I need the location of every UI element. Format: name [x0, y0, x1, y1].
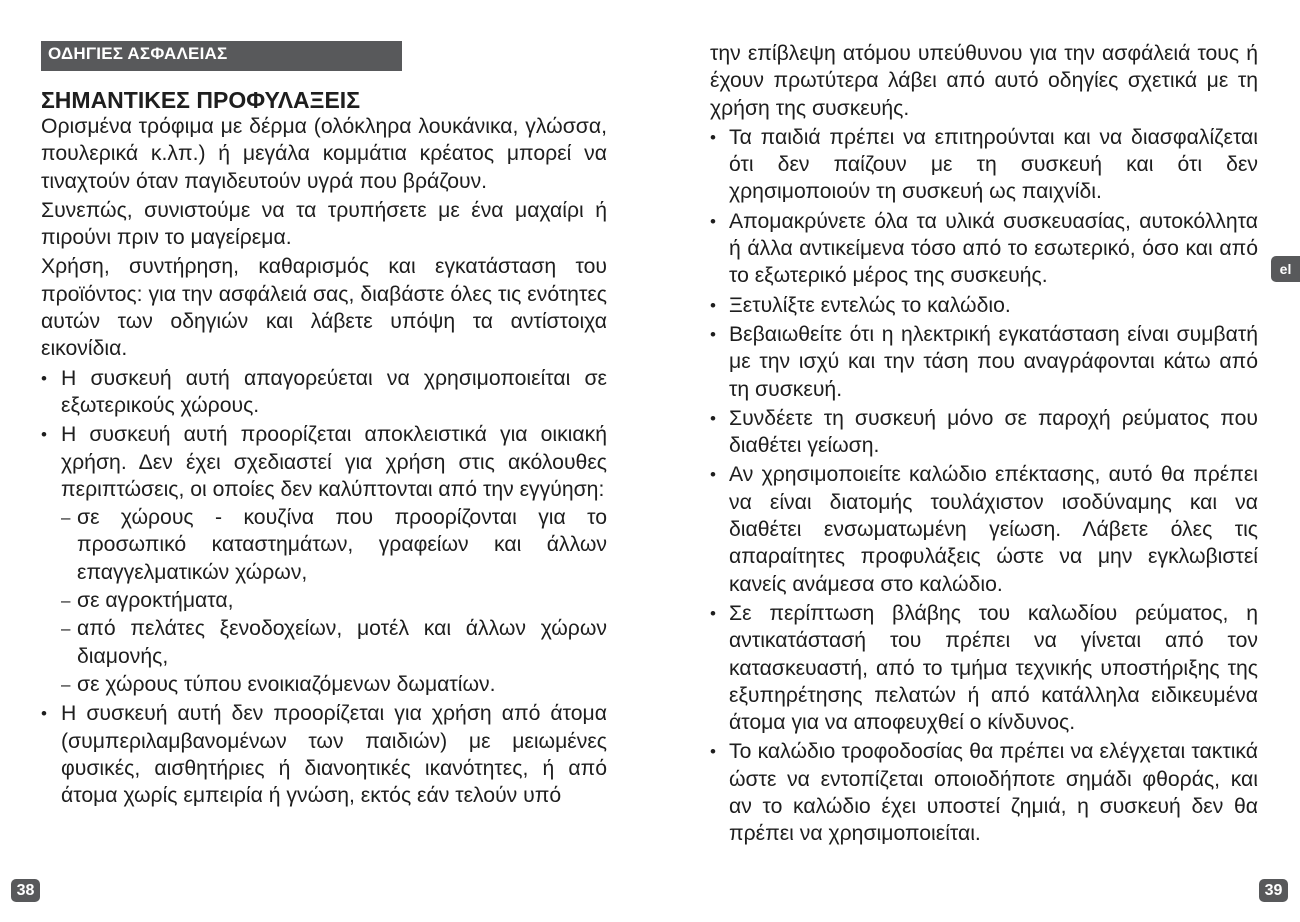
bullet-item: • Η συσκευή αυτή απαγορεύεται να χρησιμοποιείται σε εξωτερικούς χώρους.: [41, 365, 607, 420]
bullet-item: • Απομακρύνετε όλα τα υλικά συσκευασίας, αυτοκόλλητα ή άλλα αντικείμενα τόσο από το εσωτερικό, όσο και από το εξωτερικό μέρος της συσκευής.: [710, 208, 1258, 290]
bullet-item: • Αν χρησιμοποιείτε καλώδιο επέκτασης, αυτό θα πρέπει να είναι διατομής τουλάχιστον ισοδύναμης και να διαθέτει ενσωματωμένη γείωση. Λάβετε όλες τις απαραίτητες προφυλάξεις ώστε να μην εγκλωβιστεί κανείς ανάμεσα στο καλώδιο.: [710, 461, 1258, 597]
bullet-item: • Ξετυλίξτε εντελώς το καλώδιο.: [710, 292, 1258, 319]
page-number-right: 39: [1259, 879, 1288, 902]
bullet-item: • Σε περίπτωση βλάβης του καλωδίου ρεύματος, η αντικατάστασή του πρέπει να γίνεται από τον κατασκευαστή, από το τμήμα τεχνικής υποστήριξης της εξυπηρέτησης πελατών ή από κατάλληλα ειδικευμένα άτομα για να αποφευχθεί ο κίνδυνος.: [710, 600, 1258, 736]
bullet-item: [41, 421, 607, 698]
paragraph: Χρήση, συντήρηση, καθαρισμός και εγκατάσταση του προϊόντος: για την ασφάλειά σας, διαβάστε όλες τις ενότητες αυτών των οδηγιών και λάβετε υπόψη τα αντίστοιχα εικονίδια.: [41, 255, 607, 361]
left-column: [41, 113, 607, 809]
bullet-item: • Συνδέετε τη συσκευή μόνο σε παροχή ρεύματος που διαθέτει γείωση.: [710, 405, 1258, 460]
dash-item: – σε χώρους τύπου ενοικιαζόμενων δωματίων.: [61, 671, 607, 698]
bullet-item: • Η συσκευή αυτή δεν προορίζεται για χρήση από άτομα (συμπεριλαμβανομένων των παιδιών) με μειωμένες φυσικές, αισθητήριες ή διανοητικές ικανότητες, ή από άτομα χωρίς εμπειρία ή γνώση, εκτός εάν τελούν υπό: [41, 700, 607, 809]
dash-item: – από πελάτες ξενοδοχείων, μοτέλ και άλλων χώρων διαμονής,: [61, 615, 607, 670]
page-heading: ΣΗΜΑΝΤΙΚΕΣ ΠΡΟΦΥΛΑΞΕΙΣ: [41, 87, 360, 113]
dash-item: – σε χώρους - κουζίνα που προορίζονται για το προσωπικό καταστημάτων, γραφείων και άλλων επαγγελματικών χώρων,: [61, 504, 607, 586]
section-title: ΟΔΗΓΙΕΣ ΑΣΦΑΛΕΙΑΣ: [41, 41, 402, 71]
dash-list: [61, 504, 607, 698]
bullet-item: • Τα παιδιά πρέπει να επιτηρούνται και να διασφαλίζεται ότι δεν παίζουν με τη συσκευή και ότι δεν χρησιμοποιούν τη συσκευή ως παιχνίδι.: [710, 124, 1258, 206]
paragraph: Ορισμένα τρόφιμα με δέρμα (ολόκληρα λουκάνικα, γλώσσα, πουλερικά κ.λπ.) ή μεγάλα κομμάτια κρέατος μπορεί να τιναχτούν όταν παγιδευτούν υγρά που βράζουν.: [41, 115, 607, 193]
bullet-item: • Το καλώδιο τροφοδοσίας θα πρέπει να ελέγχεται τακτικά ώστε να εντοπίζεται οποιοδήποτε σημάδι φθοράς, και αν το καλώδιο έχει υποστεί ζημιά, η συσκευή δεν θα πρέπει να χρησιμοποιείται.: [710, 738, 1258, 847]
bullet-item: • Βεβαιωθείτε ότι η ηλεκτρική εγκατάσταση είναι συμβατή με την ισχύ και την τάση που αναγράφονται κάτω από τη συσκευή.: [710, 321, 1258, 403]
bullet-list: [710, 124, 1258, 848]
right-column: [710, 40, 1258, 848]
dash-item: – σε αγροκτήματα,: [61, 587, 607, 614]
continuation-text: την επίβλεψη ατόμου υπεύθυνου για την ασφάλειά τους ή έχουν πρωτύτερα λάβει από αυτό οδηγίες σχετικά με τη χρήση της συσκευής.: [710, 42, 1258, 120]
language-tab: el: [1271, 256, 1300, 282]
page-number-left: 38: [11, 879, 40, 902]
paragraph: Συνεπώς, συνιστούμε να τα τρυπήσετε με ένα μαχαίρι ή πιρούνι πριν το μαγείρεμα.: [41, 198, 607, 250]
bullet-text: Η συσκευή αυτή προορίζεται αποκλειστικά για οικιακή χρήση. Δεν έχει σχεδιαστεί για χρήση στις ακόλουθες περιπτώσεις, οι οποίες δεν καλύπτονται από την εγγύηση:: [61, 423, 607, 501]
right-page: [650, 0, 1300, 922]
bullet-list: [41, 365, 607, 810]
